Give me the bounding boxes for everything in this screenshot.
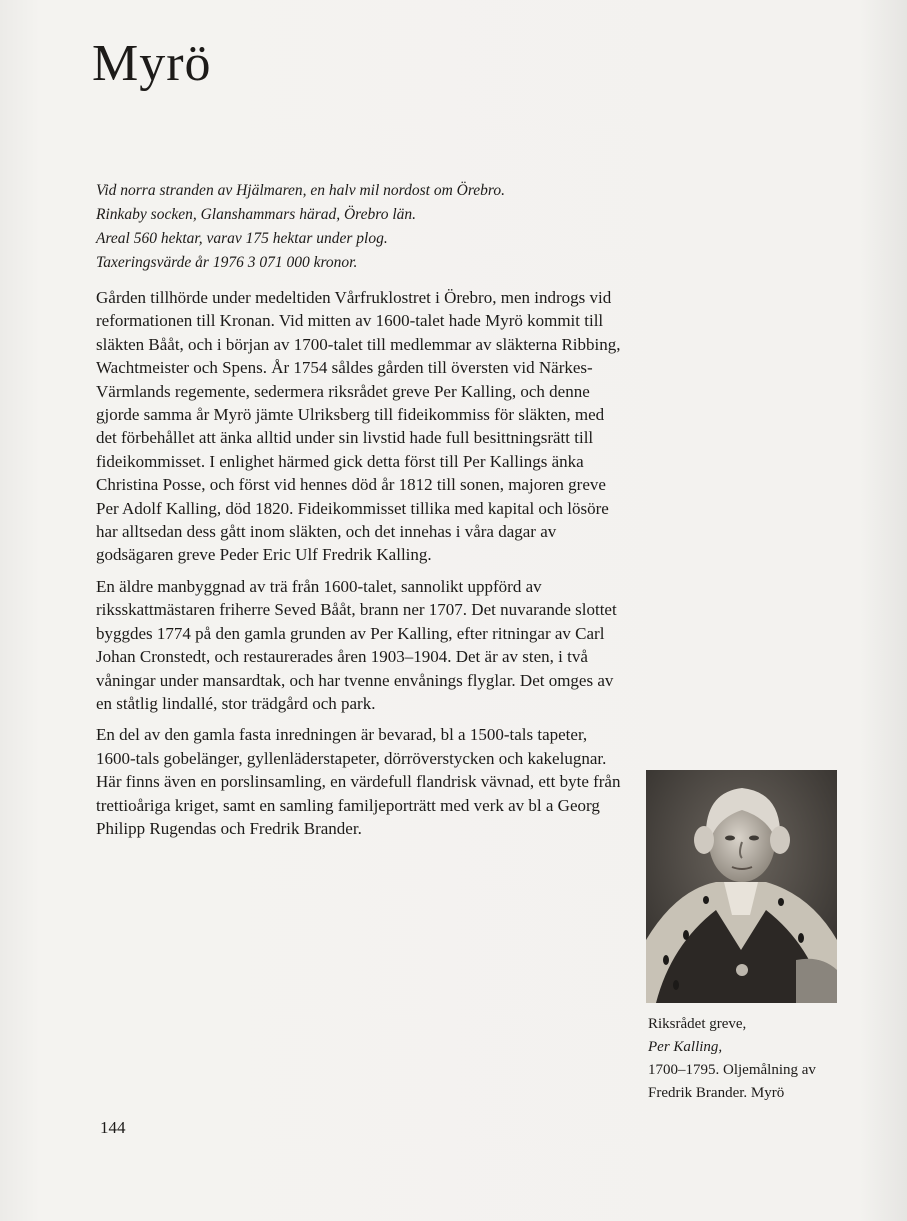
page-title: Myrö [92, 35, 212, 92]
article-body [96, 286, 621, 848]
building-paragraph: En äldre manbyggnad av trä från 1600-talet, sannolikt uppförd av riksskattmästaren friherre Seved Bååt, brann ner 1707. Det nuvarande slottet byggdes 1774 på den gamla grunden av Per Kalling, efter ritningar av Carl Johan Cronstedt, och restaurerades åren 1903–1904. Det är av sten, i två våningar under mansardtak, och har tvenne envånings flyglar. Det omges av en ståtlig lindallé, stor trädgård och park. [96, 576, 617, 713]
facts-tax-value: Taxeringsvärde år 1976 3 071 000 kronor. [96, 254, 358, 271]
caption-line-2: Per Kalling, [648, 1039, 723, 1055]
caption-line-3: 1700–1795. Oljemålning av [648, 1062, 816, 1078]
page-number: 144 [100, 1118, 126, 1137]
interior-paragraph: En del av den gamla fasta inredningen är bevarad, bl a 1500-tals tapeter, 1600-tals gobelänger, gyllenläderstapeter, dörröverstycken och kakelugnar. Här finns även en porslinsamling, en värdefull flandrisk vävnad, ett byte från trettioåriga kriget, samt en samling familjeporträtt med verk av bl a Georg Philipp Rugendas och Fredrik Brander. [96, 725, 621, 838]
facts-parish: Rinkaby socken, Glanshammars härad, Örebro län. [96, 206, 417, 223]
facts-location: Vid norra stranden av Hjälmaren, en halv mil nordost om Örebro. [96, 182, 506, 199]
portrait-illustration [646, 770, 837, 1003]
estate-facts [96, 179, 616, 275]
portrait-caption [648, 1013, 888, 1105]
facts-area: Areal 560 hektar, varav 175 hektar under plog. [96, 230, 388, 247]
caption-line-1: Riksrådet greve, [648, 1016, 747, 1032]
caption-line-4: Fredrik Brander. Myrö [648, 1085, 785, 1101]
portrait-image [646, 770, 837, 1003]
history-paragraph: Gården tillhörde under medeltiden Vårfruklostret i Örebro, men indrogs vid reformationen till Kronan. Vid mitten av 1600-talet hade Myrö kommit till släkten Bååt, och i början av 1700-talet till medlemmar av släkterna Ribbing, Wachtmeister och Spens. År 1754 såldes gården till översten vid Närkes-Värmlands regemente, sedermera riksrådet greve Per Kalling, och denne gjorde samma år Myrö jämte Ulriksberg till fideikommiss för släkten, med det förbehållet att änka alltid under sin livstid hade full besittningsrätt till fideikommisset. I enlighet härmed gick detta först till Per Kallings änka Christina Posse, och först vid hennes död år 1812 till sonen, majoren greve Per Adolf Kalling, död 1820. Fideikommisset tillika med kapital och lösöre har alltsedan dess gått inom släkten, och det innehas i våra dagar av godsägaren greve Peder Eric Ulf Fredrik Kalling. [96, 288, 621, 565]
